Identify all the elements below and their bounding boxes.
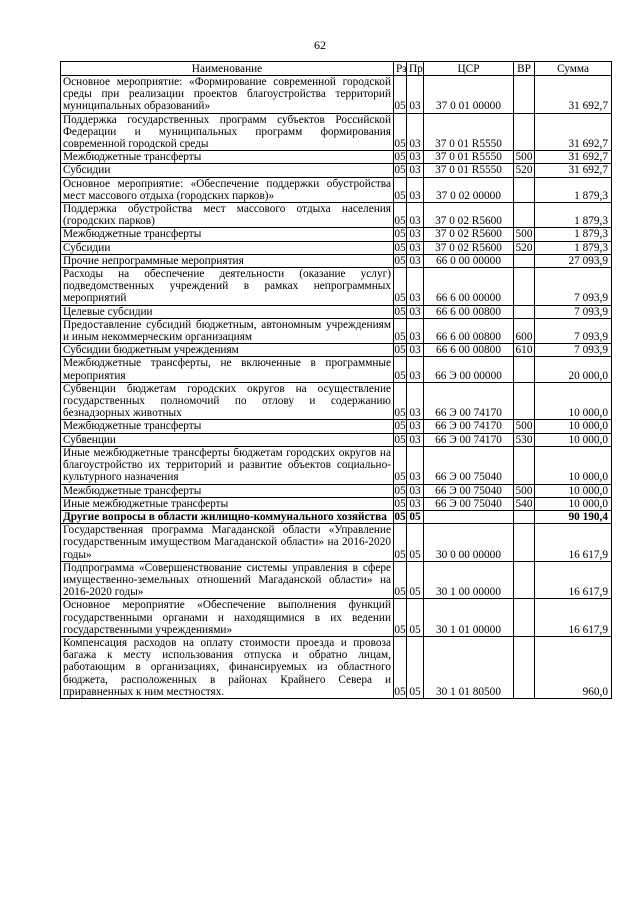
sum-cell: 10 000,0 (535, 420, 612, 433)
csr-cell: 66 Э 00 75040 (424, 497, 514, 510)
name-cell: Субсидии бюджетным учреждениям (61, 344, 394, 357)
sum-cell: 10 000,0 (535, 497, 612, 510)
name-cell: Поддержка государственных программ субъектов Российской Федерации и муниципальных программ формирования современной городской среды (61, 113, 394, 151)
vr-cell (514, 599, 535, 637)
csr-cell: 66 Э 00 75040 (424, 446, 514, 484)
name-cell: Иные межбюджетные трансферты (61, 497, 394, 510)
rz-cell: 05 (394, 164, 406, 177)
csr-cell: 30 0 00 00000 (424, 524, 514, 562)
name-cell: Предоставление субсидий бюджетным, автономным учреждениям и иным некоммерческим организациям (61, 318, 394, 343)
name-cell: Основное мероприятие: «Формирование современной городской среды при реализации проектов благоустройства территорий муниципальных образований» (61, 76, 394, 114)
table-row (61, 164, 612, 177)
vr-cell: 500 (514, 151, 535, 164)
vr-cell (514, 113, 535, 151)
vr-cell (514, 268, 535, 306)
pr-cell: 03 (407, 484, 424, 497)
table-row (61, 433, 612, 446)
vr-cell: 600 (514, 318, 535, 343)
table-body (61, 76, 612, 699)
rz-cell: 05 (394, 228, 406, 241)
name-cell: Межбюджетные трансферты (61, 420, 394, 433)
table-row (61, 113, 612, 151)
pr-cell: 03 (407, 357, 424, 382)
csr-cell: 66 6 00 00800 (424, 318, 514, 343)
csr-cell: 37 0 02 00000 (424, 177, 514, 202)
rz-cell: 05 (394, 446, 407, 484)
pr-cell: 03 (407, 446, 424, 484)
rz-cell: 05 (394, 433, 406, 446)
rz-cell: 05 (394, 357, 407, 382)
header-csr: ЦСР (424, 62, 514, 76)
vr-cell (514, 561, 535, 599)
name-cell: Межбюджетные трансферты (61, 151, 394, 164)
name-cell: Межбюджетные трансферты, не включенные в программные мероприятия (61, 357, 394, 382)
rz-cell: 05 (394, 420, 406, 433)
sum-cell: 1 879,3 (535, 203, 612, 228)
vr-cell (514, 636, 535, 698)
table-row (61, 636, 612, 698)
table-row (61, 420, 612, 433)
budget-table (60, 61, 612, 699)
pr-cell: 05 (407, 599, 424, 637)
csr-cell: 37 0 01 R5550 (424, 151, 514, 164)
sum-cell: 7 093,9 (535, 268, 612, 306)
table-row (61, 76, 612, 114)
sum-cell: 7 093,9 (535, 344, 612, 357)
vr-cell (514, 177, 535, 202)
header-sum: Сумма (535, 62, 612, 76)
rz-cell: 05 (394, 254, 406, 267)
sum-cell: 1 879,3 (535, 177, 612, 202)
vr-cell: 540 (514, 497, 535, 510)
sum-cell: 1 879,3 (535, 241, 612, 254)
sum-cell: 31 692,7 (535, 76, 612, 114)
rz-cell: 05 (394, 203, 407, 228)
table-row (61, 344, 612, 357)
table-row (61, 203, 612, 228)
pr-cell: 03 (407, 305, 424, 318)
header-pr: Пр (407, 62, 424, 76)
name-cell: Целевые субсидии (61, 305, 394, 318)
pr-cell: 03 (407, 164, 424, 177)
csr-cell: 37 0 01 R5550 (424, 113, 514, 151)
table-row (61, 254, 612, 267)
vr-cell: 520 (514, 241, 535, 254)
pr-cell: 03 (407, 228, 424, 241)
pr-cell: 03 (407, 433, 424, 446)
vr-cell (514, 76, 535, 114)
csr-cell: 66 Э 00 00000 (424, 357, 514, 382)
header-name: Наименование (61, 62, 394, 76)
pr-cell: 03 (407, 318, 424, 343)
name-cell: Подпрограмма «Совершенствование системы управления в сфере имущественно-земельных отношений Магаданской области» на 2016-2020 годы» (61, 561, 394, 599)
csr-cell: 66 Э 00 74170 (424, 382, 514, 420)
table-row (61, 497, 612, 510)
vr-cell: 610 (514, 344, 535, 357)
name-cell: Поддержка обустройства мест массового отдыха населения (городских парков) (61, 203, 394, 228)
csr-cell: 66 Э 00 75040 (424, 484, 514, 497)
vr-cell (514, 357, 535, 382)
pr-cell: 03 (407, 113, 424, 151)
rz-cell: 05 (394, 497, 406, 510)
pr-cell: 03 (407, 420, 424, 433)
csr-cell: 37 0 02 R5600 (424, 241, 514, 254)
pr-cell: 03 (407, 268, 424, 306)
pr-cell: 05 (407, 561, 424, 599)
table-row (61, 357, 612, 382)
table-row (61, 599, 612, 637)
name-cell: Межбюджетные трансферты (61, 228, 394, 241)
name-cell: Субвенции бюджетам городских округов на осуществление государственных полномочий по отлову и содержанию безнадзорных животных (61, 382, 394, 420)
vr-cell (514, 305, 535, 318)
rz-cell: 05 (394, 305, 406, 318)
vr-cell: 530 (514, 433, 535, 446)
sum-cell: 31 692,7 (535, 113, 612, 151)
sum-cell: 10 000,0 (535, 484, 612, 497)
table-row (61, 241, 612, 254)
rz-cell: 05 (394, 318, 407, 343)
rz-cell: 05 (394, 76, 407, 114)
csr-cell: 37 0 01 00000 (424, 76, 514, 114)
table-row (61, 484, 612, 497)
csr-cell: 37 0 02 R5600 (424, 228, 514, 241)
page-number: 62 (314, 38, 326, 52)
sum-cell: 20 000,0 (535, 357, 612, 382)
name-cell: Расходы на обеспечение деятельности (оказание услуг) подведомственных учреждений в рамках непрограммных мероприятий (61, 268, 394, 306)
name-cell: Основное мероприятие «Обеспечение выполнения функций государственными органами и находящимися в их ведении государственными учреждениями» (61, 599, 394, 637)
pr-cell: 03 (407, 177, 424, 202)
csr-cell: 37 0 02 R5600 (424, 203, 514, 228)
name-cell: Субсидии (61, 164, 394, 177)
name-cell: Основное мероприятие: «Обеспечение поддержки обустройства мест массового отдыха (городских парков)» (61, 177, 394, 202)
sum-cell: 16 617,9 (535, 561, 612, 599)
vr-cell: 520 (514, 164, 535, 177)
rz-cell: 05 (394, 484, 406, 497)
table-row (61, 268, 612, 306)
vr-cell (514, 203, 535, 228)
table-row (61, 446, 612, 484)
rz-cell: 05 (394, 382, 407, 420)
name-cell: Межбюджетные трансферты (61, 484, 394, 497)
pr-cell: 03 (407, 76, 424, 114)
name-cell: Субсидии (61, 241, 394, 254)
vr-cell (514, 254, 535, 267)
csr-cell: 66 0 00 00000 (424, 254, 514, 267)
table-row (61, 305, 612, 318)
csr-cell: 66 6 00 00800 (424, 344, 514, 357)
name-cell: Государственная программа Магаданской области «Управление государственным имуществом Магаданской области» на 2016-2020 годы» (61, 524, 394, 562)
rz-cell: 05 (394, 268, 407, 306)
rz-cell: 05 (394, 524, 407, 562)
csr-cell (424, 510, 514, 523)
header-rz: Рз (394, 62, 407, 76)
pr-cell: 03 (407, 151, 424, 164)
name-cell: Субвенции (61, 433, 394, 446)
sum-cell: 16 617,9 (535, 524, 612, 562)
table-row (61, 228, 612, 241)
pr-cell: 05 (407, 524, 424, 562)
sum-cell: 10 000,0 (535, 382, 612, 420)
vr-cell: 500 (514, 228, 535, 241)
rz-cell: 05 (394, 510, 406, 523)
sum-cell: 90 190,4 (535, 510, 612, 523)
sum-cell: 31 692,7 (535, 151, 612, 164)
table-row (61, 561, 612, 599)
rz-cell: 05 (394, 599, 407, 637)
pr-cell: 03 (407, 203, 424, 228)
csr-cell: 30 1 01 00000 (424, 599, 514, 637)
csr-cell: 66 6 00 00800 (424, 305, 514, 318)
header-vr: ВР (514, 62, 535, 76)
vr-cell: 500 (514, 420, 535, 433)
sum-cell: 7 093,9 (535, 305, 612, 318)
sum-cell: 7 093,9 (535, 318, 612, 343)
pr-cell: 05 (407, 636, 424, 698)
csr-cell: 30 1 00 00000 (424, 561, 514, 599)
table-row (61, 510, 612, 523)
sum-cell: 1 879,3 (535, 228, 612, 241)
pr-cell: 03 (407, 382, 424, 420)
name-cell: Другие вопросы в области жилищно-коммунального хозяйства (61, 510, 394, 523)
pr-cell: 03 (407, 241, 424, 254)
rz-cell: 05 (394, 151, 406, 164)
csr-cell: 30 1 01 80500 (424, 636, 514, 698)
sum-cell: 10 000,0 (535, 446, 612, 484)
vr-cell (514, 446, 535, 484)
vr-cell (514, 382, 535, 420)
pr-cell: 05 (407, 510, 424, 523)
table-row (61, 151, 612, 164)
sum-cell: 960,0 (535, 636, 612, 698)
name-cell: Иные межбюджетные трансферты бюджетам городских округов на благоустройство их территорий и развитие объектов социально-культурного назначения (61, 446, 394, 484)
sum-cell: 31 692,7 (535, 164, 612, 177)
pr-cell: 03 (407, 344, 424, 357)
rz-cell: 05 (394, 344, 406, 357)
vr-cell (514, 524, 535, 562)
csr-cell: 66 Э 00 74170 (424, 420, 514, 433)
vr-cell (514, 510, 535, 523)
table-row (61, 318, 612, 343)
name-cell: Прочие непрограммные мероприятия (61, 254, 394, 267)
table-row (61, 382, 612, 420)
csr-cell: 66 6 00 00000 (424, 268, 514, 306)
csr-cell: 37 0 01 R5550 (424, 164, 514, 177)
sum-cell: 27 093,9 (535, 254, 612, 267)
rz-cell: 05 (394, 241, 406, 254)
rz-cell: 05 (394, 561, 407, 599)
rz-cell: 05 (394, 113, 407, 151)
rz-cell: 05 (394, 177, 407, 202)
pr-cell: 03 (407, 254, 424, 267)
sum-cell: 16 617,9 (535, 599, 612, 637)
table-row (61, 177, 612, 202)
vr-cell: 500 (514, 484, 535, 497)
sum-cell: 10 000,0 (535, 433, 612, 446)
csr-cell: 66 Э 00 74170 (424, 433, 514, 446)
rz-cell: 05 (394, 636, 407, 698)
table-row (61, 524, 612, 562)
pr-cell: 03 (407, 497, 424, 510)
table-header-row (61, 62, 612, 76)
name-cell: Компенсация расходов на оплату стоимости проезда и провоза багажа к месту использования отпуска и обратно лицам, работающим в организациях, финансируемых из областного бюджета, расположенных в районах Крайнего Севера и приравненных к ним местностях. (61, 636, 394, 698)
